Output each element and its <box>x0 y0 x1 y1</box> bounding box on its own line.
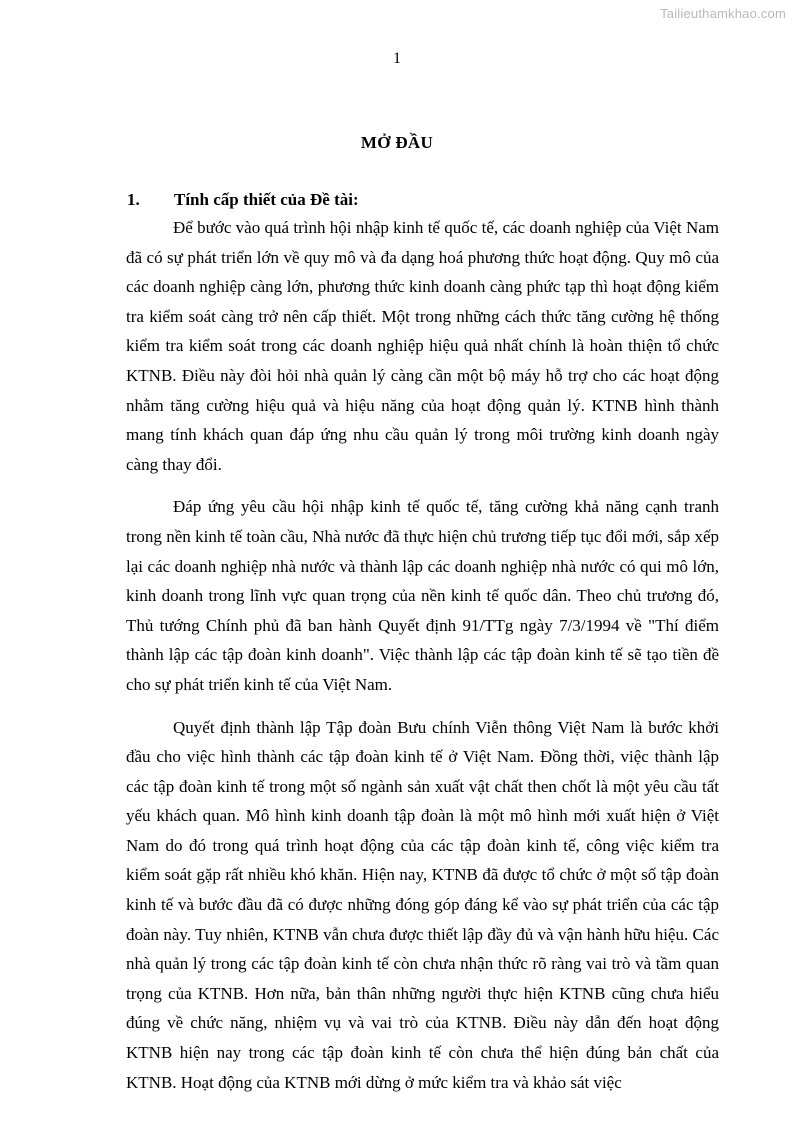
watermark: Tailieuthamkhao.com <box>660 6 786 21</box>
paragraph: Quyết định thành lập Tập đoàn Bưu chính Viễn thông Việt Nam là bước khởi đầu cho việc hình thành các tập đoàn kinh tế ở Việt Nam. Đồng thời, việc thành lập các tập đoàn kinh tế trong một số ngành sản xuất vật chất then chốt là một yêu cầu tất yếu khách quan. Mô hình kinh doanh tập đoàn là một mô hình mới xuất hiện ở Việt Nam do đó trong quá trình hoạt động của các tập đoàn kinh tế, công việc kiểm tra kiểm soát gặp rất nhiều khó khăn. Hiện nay, KTNB đã được tổ chức ở một số tập đoàn kinh tế và bước đầu đã có được những đóng góp đáng kể vào sự phát triển của các tập đoàn này. Tuy nhiên, KTNB vẫn chưa được thiết lập đầy đủ và vận hành hữu hiệu. Các nhà quản lý trong các tập đoàn kinh tế còn chưa nhận thức rõ ràng vai trò và tầm quan trọng của KTNB. Hơn nữa, bản thân những người thực hiện KTNB cũng chưa hiểu đúng về chức năng, nhiệm vụ và vai trò của KTNB. Điều này dẫn đến hoạt động KTNB hiện nay trong các tập đoàn kinh tế còn chưa thể hiện đúng bản chất của KTNB. Hoạt động của KTNB mới dừng ở mức kiểm tra và khảo sát việc <box>126 717 719 1092</box>
section-title: Tính cấp thiết của Đề tài: <box>174 190 359 209</box>
body-text <box>126 213 719 1110</box>
paragraph: Đáp ứng yêu cầu hội nhập kinh tế quốc tế, tăng cường khả năng cạnh tranh trong nền kinh tế toàn cầu, Nhà nước đã thực hiện chủ trương tiếp tục đổi mới, sắp xếp lại các doanh nghiệp nhà nước và thành lập các doanh nghiệp nhà nước có qui mô lớn, kinh doanh trong lĩnh vực quan trọng của nền kinh tế quốc dân. Theo chủ trương đó, Thủ tướng Chính phủ đã ban hành Quyết định 91/TTg ngày 7/3/1994 về "Thí điểm thành lập các tập đoàn kinh doanh". Việc thành lập các tập đoàn kinh tế sẽ tạo tiền đề cho sự phát triển kinh tế của Việt Nam. <box>126 497 719 694</box>
section-number: 1. <box>127 190 140 209</box>
paragraph: Để bước vào quá trình hội nhập kinh tế quốc tế, các doanh nghiệp của Việt Nam đã có sự phát triển lớn về quy mô và đa dạng hoá phương thức hoạt động. Quy mô của các doanh nghiệp càng lớn, phương thức kinh doanh càng phức tạp thì hoạt động kiểm tra kiểm soát càng trở nên cấp thiết. Một trong những cách thức tăng cường hệ thống kiểm tra kiểm soát trong các doanh nghiệp hiệu quả nhất chính là hoàn thiện tổ chức KTNB. Điều này đòi hỏi nhà quản lý càng cần một bộ máy hỗ trợ cho các hoạt động nhằm tăng cường hiệu quả và hiệu năng của hoạt động quản lý. KTNB hình thành mang tính khách quan đáp ứng nhu cầu quản lý trong môi trường kinh doanh ngày càng thay đổi. <box>126 218 719 474</box>
section-heading <box>127 190 721 210</box>
page-number: 1 <box>393 50 401 67</box>
document-heading: MỞ ĐẦU <box>360 133 434 152</box>
